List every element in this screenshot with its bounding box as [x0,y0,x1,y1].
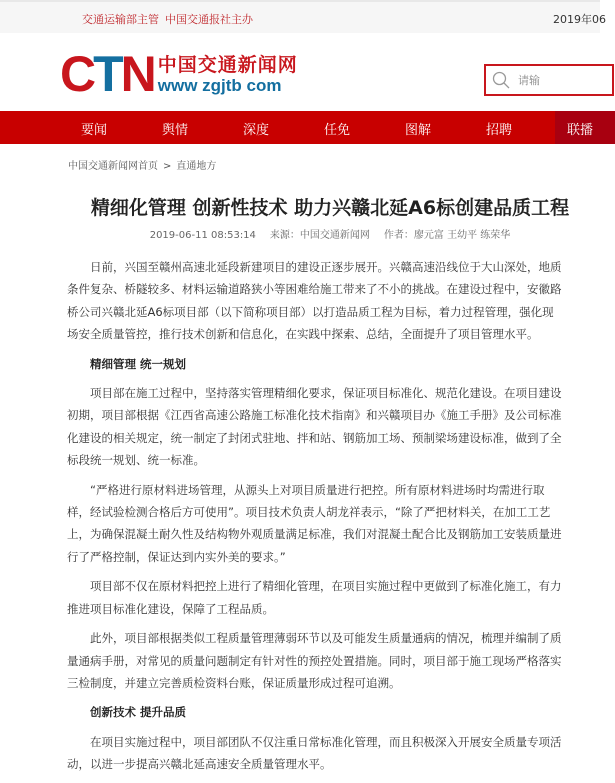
search-icon[interactable] [492,71,510,89]
logo-url: www zgjtb com [157,76,282,95]
nav-item-infographics[interactable]: 图解 [404,123,432,138]
supervisor-text: 交通运输部主管 [82,13,159,26]
nav-item-depth[interactable]: 深度 [242,123,270,138]
current-date: 2019年06 [553,13,606,26]
search-placeholder: 请输 [518,74,540,87]
paragraph: 日前，兴国至赣州高速北延段新建项目的建设正逐步展开。兴赣高速沿线位于大山深处，地质条件复杂、桥隧较多、材料运输道路狭小等困难给施工带来了不小的挑战。在建设过程中，安徽路桥公司兴赣北延A6标项目部（以下简称项目部）以打造品质工程为目标，着力过程管理，强化现场安全质量管控，推行技术创新和信息化，在实践中探索、总结，全面提升了项目管理水平。 [67,260,562,342]
nav-item-news[interactable]: 要闻 [80,123,108,138]
paragraph: 项目部不仅在原材料把控上进行了精细化管理，在项目实施过程中更做到了标准化施工，有力推进项目标准化建设，保障了工程品质。 [67,579,562,616]
sponsor-text: 中国交通报社主办 [165,13,253,26]
breadcrumb-home[interactable]: 中国交通新闻网首页 [68,161,158,172]
site-header [0,33,600,111]
section-heading: 精细管理 统一规划 [90,356,187,371]
search-input[interactable] [484,64,614,96]
paragraph: 项目部在施工过程中，坚持落实管理精细化要求，保证项目标准化、规范化建设。在项目建设初期，项目部根据《江西省高速公路施工标准化技术指南》和兴赣项目办《施工手册》及公司标准化建设的相关规定，统一制定了封闭式驻地、拌和站、钢筋加工场、预制梁场建设标准，做到了全标段统一规划、统一标准。 [67,386,562,468]
nav-item-broadcast[interactable]: 联播 [566,123,594,138]
article-title: 精细化管理 创新性技术 助力兴赣北延A6标创建品质工程 [90,197,570,219]
breadcrumb-current[interactable]: 直通地方 [176,161,217,172]
organization-info [82,11,259,27]
breadcrumb [68,157,216,172]
article-source: 来源：中国交通新闻网 [269,230,370,241]
nav-item-jobs[interactable]: 招聘 [485,123,513,138]
paragraph: 此外，项目部根据类似工程质量管理薄弱环节以及可能发生质量通病的情况，梳理并编制了质量通病手册，对常见的质量问题制定有针对性的预控处置措施。同时，项目部于施工现场严格落实三检制度，并建立完善质检资料台账，保证质量形成过程可追溯。 [67,631,562,690]
nav-item-opinion[interactable]: 舆情 [161,123,189,138]
breadcrumb-separator: > [163,161,172,172]
main-nav [0,111,600,144]
nav-item-appointments[interactable]: 任免 [323,123,351,138]
article-author: 作者：廖元富 王幼平 练荣华 [383,230,511,241]
site-logo[interactable] [60,46,298,102]
paragraph: 在项目实施过程中，项目部团队不仅注重日常标准化管理，而且积极深入开展安全质量专项活动，以进一步提高兴赣北延高速安全质量管理水平。 [67,734,562,772]
paragraph: “严格进行原材料进场管理，从源头上对项目质量进行把控。所有原材料进场时均需进行取样，经试验检测合格后方可使用”。项目技术负责人胡龙祥表示，“除了严把材料关，在加工工艺上，为确保混凝土耐久性及结构物外观质量满足标准，我们对混凝土配合比及钢筋加工安装质量进行了严格控制，保证达到内实外美的要求。” [67,482,562,564]
section-heading: 创新技术 提升品质 [90,705,187,720]
logo-chinese-name: 中国交通新闻网 [157,54,298,76]
publish-datetime: 2019-06-11 08:53:14 [149,230,256,241]
top-bar [0,0,606,33]
article-meta [60,226,600,241]
article-body [67,256,562,783]
ctn-logo-mark: CTN [60,46,154,102]
